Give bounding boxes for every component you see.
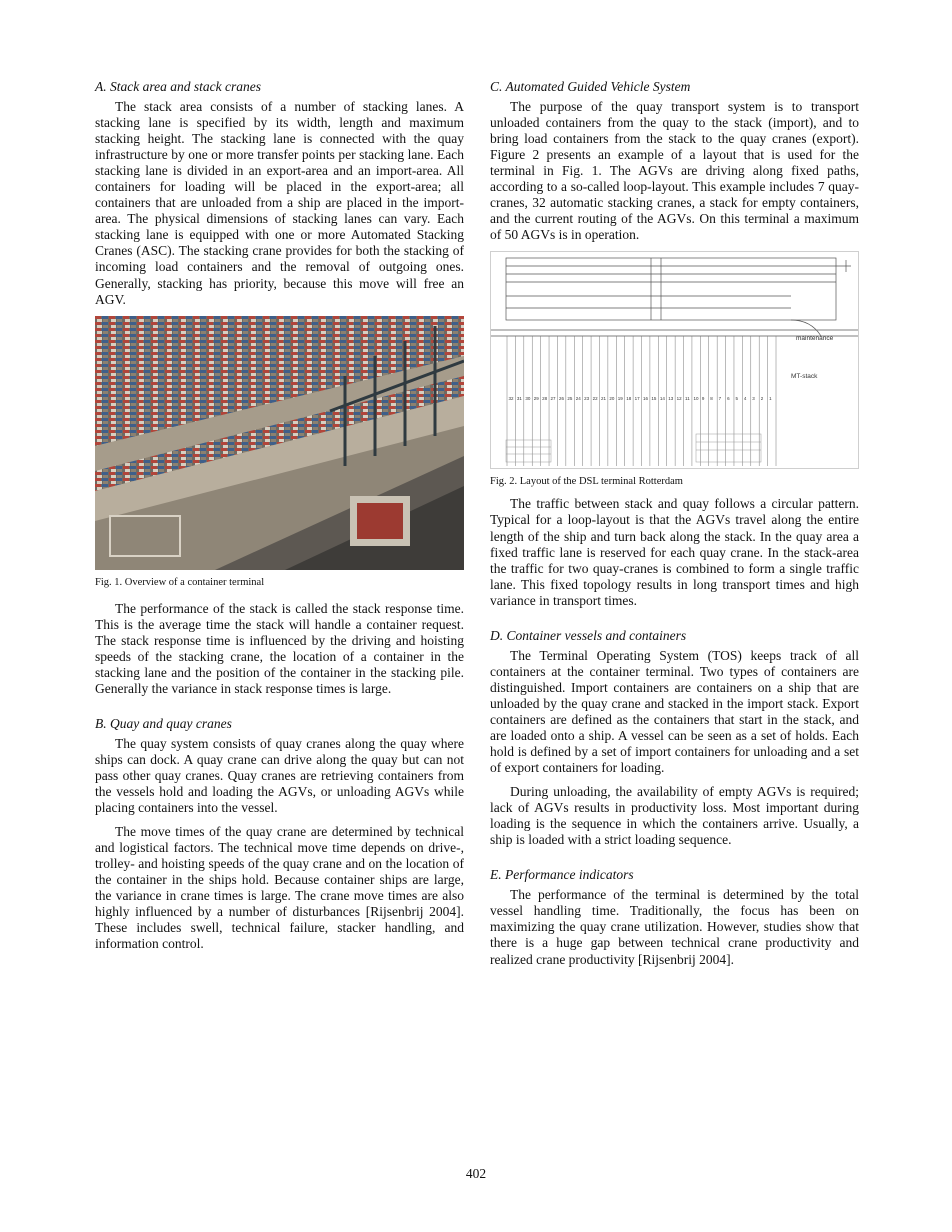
section-b-paragraph-2: The move times of the quay crane are determined by technical and logistical factors. The technical move time depends on drive-, trolley- and hoisting speeds of the quay crane and on the location of the container in the ships hold. Because container ships are large, the variance in crane times is large. The crane move times are also highly influenced by a number of disturbances [Rijsenbrij 2004]. These includes swell, technical failure, stacker handling, and information control. [95,824,464,952]
lane-number-label: 26 [558,396,564,402]
figure-1-photo [95,316,464,570]
lane-number-label: 6 [727,396,730,402]
lane-number-label: 21 [600,396,606,402]
lane-number-label: 2 [760,396,764,402]
right-column [490,78,859,976]
mt-stack-label: MT-stack [791,373,818,381]
lane-number-label: 22 [592,396,598,402]
page-number: 402 [465,1166,487,1181]
maintenance-label: maintenance [796,335,834,343]
lane-number-label: 31 [516,396,522,402]
lane-number-label: 29 [533,396,539,402]
lane-number-label: 28 [542,396,548,402]
lane-number-label: 24 [575,396,581,402]
lane-number-label: 1 [769,396,772,402]
section-b-paragraph-1: The quay system consists of quay cranes along the quay where ships can dock. A quay crane can drive along the quay but can not pass other quay cranes. Quay cranes are retrieving containers from the vessels hold and loading the AGVs, or unloading AGVs while placing containers into the vessel. [95,735,464,816]
lane-number-label: 25 [567,396,573,402]
lane-number-label: 17 [634,396,640,402]
figure-1-caption: Fig. 1. Overview of a container terminal [95,576,265,588]
left-column [95,78,464,961]
lane-number-label: 5 [735,396,738,402]
lane-number-label: 4 [743,396,747,402]
section-c-heading: C. Automated Guided Vehicle System [490,79,691,94]
section-e-paragraph: The performance of the terminal is determined by the total vessel handling time. Traditionally, the focus has been on maximizing the quay crane utilization. However, studies show that there is a huge gap between technical crane productivity and realized crane productivity [Rijsenbrij 2004]. [490,887,859,967]
lane-number-label: 20 [609,396,615,402]
lane-number-label: 11 [685,396,690,402]
section-d-paragraph-2: During unloading, the availability of empty AGVs is required; lack of AGVs results in productivity loss. Most important during loading is the sequence in which the containers arrive. Usually, a ship is loaded with a strict loading sequence. [490,784,859,848]
lane-number-label: 8 [710,396,713,402]
container-terminal-photo [95,316,464,570]
lane-number-label: 14 [659,396,665,402]
lane-number-label: 15 [651,396,657,402]
figure-2-caption: Fig. 2. Layout of the DSL terminal Rotterdam [490,476,683,488]
lane-number-label: 10 [693,396,699,402]
terminal-layout-diagram [491,252,858,468]
lane-number-label: 23 [584,396,590,402]
lane-number-label: 30 [525,396,531,402]
stack-response-paragraph: The performance of the stack is called the stack response time. This is the average time the stack will handle a container request. The stack response time is influenced by the driving and hoisting speeds of the stacking crane, the location of a container in the stacking lane and the position of the container in the stacking pile. Generally the variance in stack response times is large. [95,600,464,696]
section-e-heading: E. Performance indicators [490,867,634,883]
section-d-heading: D. Container vessels and containers [490,627,687,643]
section-a-paragraph: The stack area consists of a number of stacking lanes. A stacking lane is specified by its width, length and maximum stacking height. The stacking lane is connected with the quay infrastructure by one or more transfer points per stacking lane. Each stacking lane is divided in an export-area and an import-area. All containers for loading will be placed in the export-area; all containers that are unloaded from a ship are placed in the import-area. The physical dimensions of stacking lanes can vary. Each stacking lane is equipped with one or more Automated Stacking Cranes (ASC). The stacking crane provides for both the stacking of incoming load containers and the removal of outgoing ones. Generally, stacking has priority, because this move will free an AGV. [95,99,464,307]
lane-number-label: 18 [626,396,632,402]
lane-number-label: 16 [643,396,649,402]
section-c-paragraph: The purpose of the quay transport system is to transport unloaded containers from the quay to the stack (import), and to bring load containers from the stack to the quay cranes (export). Figure 2 presents an example of a layout that is used for the terminal in Fig. 1. The AGVs are driving along fixed paths, according to a so-called loop-layout. This example includes 7 quay-cranes, 32 automatic stacking cranes, a stack for empty containers, and the current routing of the AGVs. On this terminal a maximum of 50 AGVs is in operation. [490,99,859,243]
lane-number-label: 19 [617,396,623,402]
lane-number-label: 3 [752,396,755,402]
lane-number-label: 13 [668,396,674,402]
lane-number-label: 27 [550,396,556,402]
lane-number-label: 7 [718,396,722,402]
section-b-heading: B. Quay and quay cranes [95,715,232,731]
figure-2-layout [490,251,859,469]
lane-number-label: 32 [508,396,514,402]
lane-number-label: 12 [676,396,682,402]
section-d-paragraph-1: The Terminal Operating System (TOS) keeps track of all containers at the container terminal. Two types of containers are distinguished. Import containers are containers on a ship that are unloaded by the quay crane and stacked in the import stack. Export containers are defined as the containers that start in the stack, and are loaded onto a ship. A vessel can be seen as a set of holds. Each hold is defined by a set of import containers for unloading and a set of export containers for loading. [490,647,859,776]
traffic-paragraph: The traffic between stack and quay follows a circular pattern. Typical for a loop-layout is that the AGVs travel along the entire length of the ship and turn back along the stack. In the quay area a fixed traffic lane is reserved for each quay crane. In the stack-area the traffic for two quay-cranes is combined to form a single traffic lane. This fixed topology results in long transport times and high variance in transport times. [490,496,859,608]
lane-number-label: 9 [701,396,705,402]
section-a-heading: A. Stack area and stack cranes [95,79,261,94]
